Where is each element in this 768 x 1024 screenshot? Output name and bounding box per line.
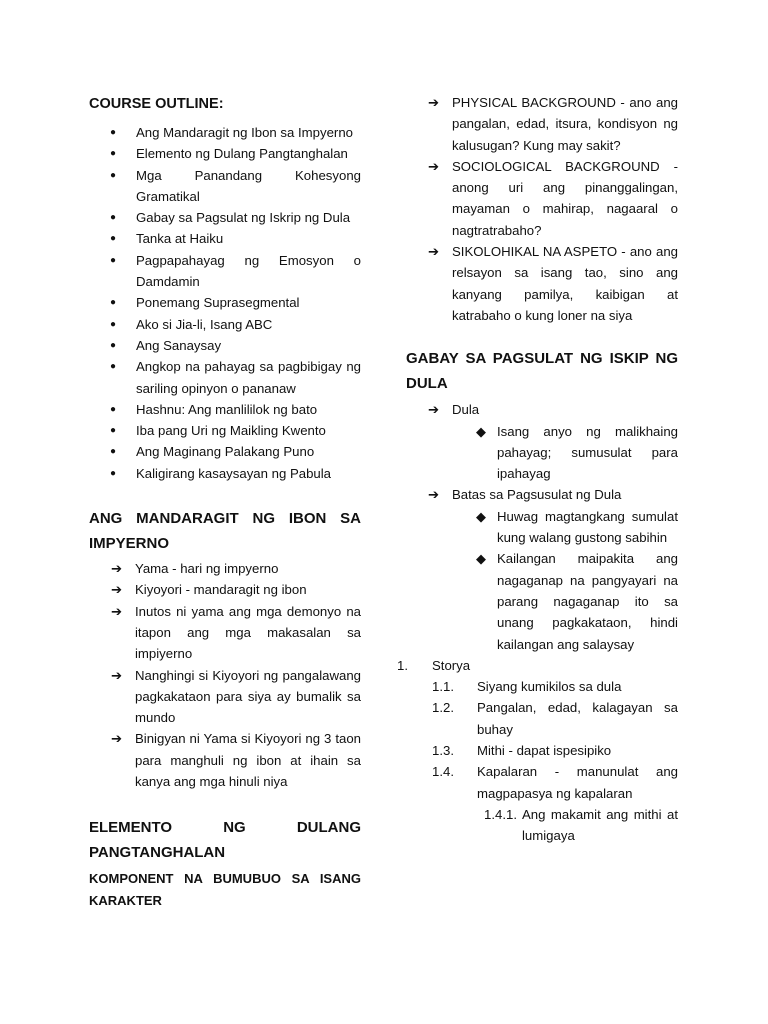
course-outline-title: COURSE OUTLINE: (89, 96, 224, 112)
list-item: ● Ang Maginang Palakang Puno (89, 441, 361, 462)
diamond-icon: ◆ (476, 508, 486, 524)
elemento-heading: ELEMENTO NG DULANG PANGTANGHALAN (89, 819, 361, 862)
list-item (89, 728, 361, 792)
list-item: ● Mga Panandang Kohesyong Gramatikal (89, 165, 361, 208)
list-number: 1.2. (432, 700, 454, 716)
gabay-heading: GABAY SA PAGSULAT NG ISKIP NG DULA (406, 350, 678, 393)
mandaragit-heading: ANG MANDARAGIT NG IBON SA IMPYERNO (89, 510, 361, 553)
list-item (386, 761, 678, 804)
list-item-text: Kapalaran - manunulat ang magpapasya ng kapalaran (477, 764, 678, 801)
elemento-subheading: KOMPONENT NA BUMUBUO SA ISANG KARAKTER (89, 871, 361, 908)
list-item (386, 697, 678, 740)
arrow-icon: ➔ (428, 402, 440, 418)
dula-list (406, 399, 678, 420)
diamond-icon: ◆ (476, 551, 486, 567)
list-number: 1.1. (432, 679, 454, 695)
arrow-icon: ➔ (428, 95, 440, 110)
list-item-text: Kailangan maipakita ang nagaganap na pangyayari na parang nagaganap ito sa unang pagkakataon, hindi kailangan ang salaysay (497, 551, 678, 652)
course-outline-list (89, 122, 361, 484)
arrow-icon: ➔ (428, 244, 440, 260)
list-item-text: Binigyan ni Yama si Kiyoyori ng 3 taon para manghuli ng ibon at ihain sa kanya ang mga hinuli niya (135, 731, 361, 790)
mandaragit-list (89, 558, 361, 792)
diamond-icon: ◆ (476, 423, 486, 439)
left-column (89, 0, 361, 911)
list-item (89, 579, 361, 600)
list-item: ● Tanka at Haiku (89, 228, 361, 249)
list-item: ● Gabay sa Pagsulat ng Iskrip ng Dula (89, 207, 361, 228)
list-item-text: Inutos ni yama ang mga demonyo na itapon ang mga makasalan sa impiyerno (135, 603, 361, 662)
list-item-text: Storya (432, 657, 471, 673)
list-item-text: Mithi - dapat ispesipiko (477, 743, 612, 759)
list-item: ● Ako si Jia-li, Isang ABC (89, 314, 361, 335)
list-item-text: Yama - hari ng impyerno (135, 561, 279, 577)
list-item-text: Siyang kumikilos sa dula (477, 679, 622, 695)
list-item (89, 665, 361, 729)
list-item (386, 740, 678, 761)
list-item: ● Ang Mandaragit ng Ibon sa Impyerno (89, 122, 361, 143)
list-item: ● Ponemang Suprasegmental (89, 292, 361, 313)
arrow-icon: ➔ (111, 561, 123, 577)
list-item (89, 601, 361, 665)
list-item (406, 241, 678, 326)
arrow-icon: ➔ (428, 487, 440, 503)
list-number: 1.4. (432, 764, 454, 780)
list-item-text: Isang anyo ng malikhaing pahayag; sumusulat para ipahayag (497, 423, 678, 482)
list-item (406, 156, 678, 241)
storya-list (386, 655, 678, 847)
arrow-icon: ➔ (111, 731, 123, 747)
list-item: ● Ang Sanaysay (89, 335, 361, 356)
list-item-text: Ang makamit ang mithi at lumigaya (522, 806, 678, 844)
list-number: 1.4.1. (484, 806, 517, 822)
background-list (406, 92, 678, 326)
dula-sublist (452, 421, 678, 485)
list-item (452, 506, 678, 549)
arrow-icon: ➔ (111, 603, 123, 619)
batas-sublist (452, 506, 678, 655)
list-item: ● Kaligirang kasaysayan ng Pabula (89, 463, 361, 484)
list-item-text: Pangalan, edad, kalagayan sa buhay (477, 700, 678, 737)
arrow-icon: ➔ (111, 582, 123, 598)
list-item (406, 92, 678, 156)
list-item-text: Nanghingi si Kiyoyori ng pangalawang pagkakataon para siya ay bumalik sa mundo (135, 667, 361, 726)
list-item (386, 804, 678, 847)
list-item-text: PHYSICAL BACKGROUND - ano ang pangalan, edad, itsura, kondisyon ng kalusugan? Kung may sakit? (452, 95, 678, 153)
list-item: ● Pagpapahayag ng Emosyon o Damdamin (89, 250, 361, 293)
list-item-text: Kiyoyori - mandaragit ng ibon (135, 582, 307, 598)
list-number: 1.3. (432, 743, 454, 759)
list-item-text: SIKOLOHIKAL NA ASPETO - ano ang relsayon sa isang tao, sino ang kanyang pamilya, kaibigan at katrabaho o kung loner na siya (452, 244, 678, 323)
list-item (406, 484, 678, 505)
list-number: 1. (397, 657, 408, 673)
list-item-text: Batas sa Pagsusulat ng Dula (452, 487, 622, 503)
list-item-text: Huwag magtangkang sumulat kung walang gustong sabihin (497, 508, 678, 546)
batas-list (406, 484, 678, 505)
list-item: ● Elemento ng Dulang Pangtanghalan (89, 143, 361, 164)
list-item: ● Hashnu: Ang manlililok ng bato (89, 399, 361, 420)
list-item (386, 655, 678, 676)
list-item (386, 676, 678, 697)
list-item (406, 399, 678, 420)
list-item-text: SOCIOLOGICAL BACKGROUND - anong uri ang pinanggalingan, mayaman o mahirap, nagaaral o nagtratrabaho? (452, 158, 678, 238)
arrow-icon: ➔ (111, 667, 123, 683)
list-item: ● Angkop na pahayag sa pagbibigay ng sariling opinyon o pananaw (89, 356, 361, 399)
arrow-icon: ➔ (428, 158, 440, 174)
list-item (89, 558, 361, 579)
list-item (452, 548, 678, 654)
list-item: ● Iba pang Uri ng Maikling Kwento (89, 420, 361, 441)
list-item-text: Dula (452, 402, 480, 418)
list-item (452, 421, 678, 485)
right-column (397, 0, 678, 847)
